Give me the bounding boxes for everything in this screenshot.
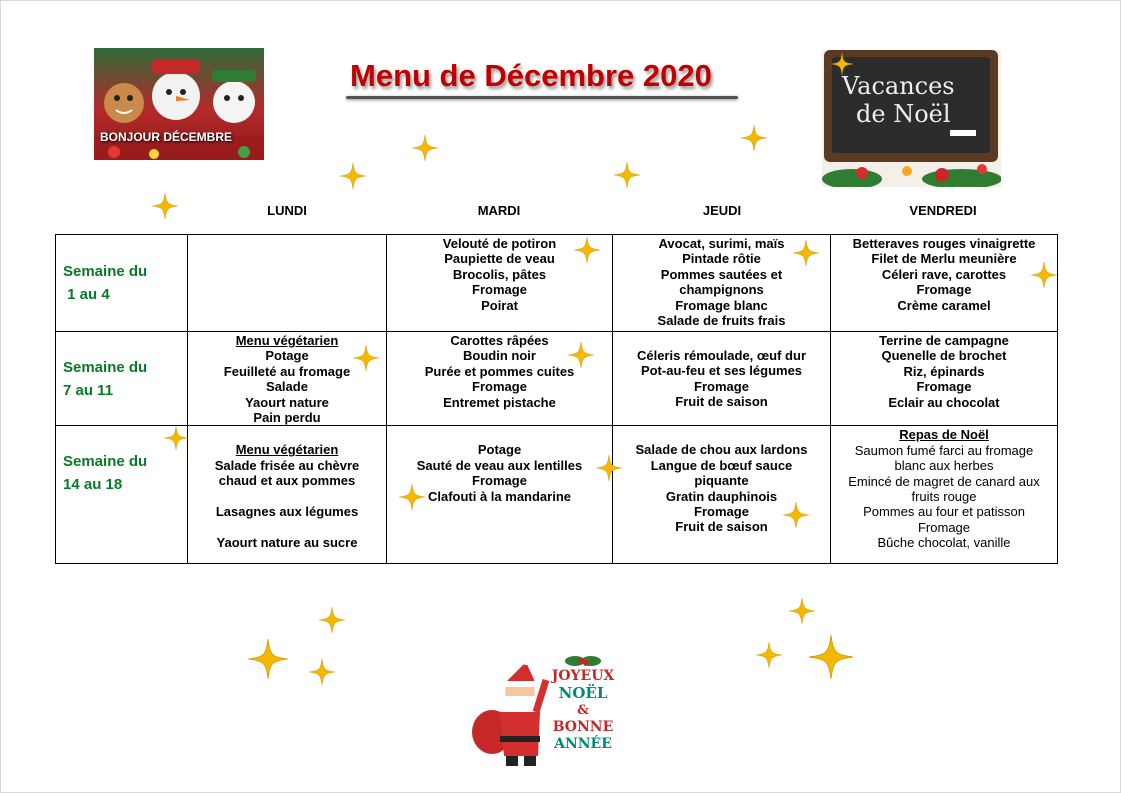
menu-item: Fruit de saison: [675, 519, 768, 535]
menu-item: Pommes au four et patisson: [863, 504, 1025, 520]
week-row-1: [56, 235, 1058, 332]
menu-item: piquante: [694, 473, 749, 489]
santa-icon: [470, 652, 550, 770]
sparkle-star-icon: [568, 342, 594, 368]
menu-item: Crème caramel: [897, 297, 991, 313]
sparkle-star-icon: [614, 162, 640, 188]
menu-item: Fromage: [472, 379, 527, 395]
annee-text: ANNÉE: [554, 736, 612, 752]
sparkle-star-icon: [741, 125, 767, 151]
menu-item: Emincé de magret de canard aux: [848, 473, 1040, 489]
menu-item: Salade: [266, 379, 308, 395]
vegetarian-menu-title: Menu végétarien: [235, 333, 339, 348]
menu-item: Fromage: [472, 282, 527, 298]
menu-item: Clafouti à la mandarine: [427, 488, 572, 504]
week-label-1: Semaine du 1 au 4: [56, 235, 188, 332]
noel-text: NOËL: [558, 684, 608, 702]
joyeux-noel-image: [470, 652, 618, 770]
menu-item: chaud et aux pommes: [218, 473, 356, 489]
menu-item: Carottes râpées: [450, 333, 549, 348]
sparkle-star-icon: [309, 659, 335, 685]
day-header-vendredi: VENDREDI: [909, 203, 977, 218]
menu-item: Potage: [265, 348, 309, 364]
cell-week1-vendredi: [831, 235, 1058, 332]
menu-item: Entremet pistache: [443, 394, 556, 410]
menu-item: Brocolis, pâtes: [452, 266, 547, 282]
week-label-2: Semaine du 7 au 11: [56, 332, 188, 426]
sparkle-star-icon: [319, 607, 345, 633]
sparkle-star-icon: [809, 635, 853, 679]
bonne-text: BONNE: [552, 719, 614, 735]
sparkle-star-icon: [353, 345, 379, 371]
menu-item: Pommes sautées et: [660, 266, 783, 282]
sparkle-star-icon: [793, 240, 819, 266]
sparkle-star-icon: [596, 455, 622, 481]
menu-item: blanc aux herbes: [894, 458, 994, 474]
menu-item: Fromage: [694, 504, 749, 520]
menu-item: Velouté de potiron: [442, 236, 557, 251]
menu-item: Pot-au-feu et ses légumes: [640, 363, 803, 379]
cell-week3-jeudi: [613, 426, 831, 564]
menu-item: Lasagnes aux légumes: [215, 504, 359, 520]
menu-item: Salade de chou aux lardons: [635, 442, 808, 458]
bonjour-decembre-image: [94, 48, 264, 160]
christmas-meal-title: Repas de Noël: [899, 427, 989, 443]
menu-item: Fruit de saison: [675, 394, 768, 410]
menu-item: Yaourt nature au sucre: [216, 534, 358, 550]
menu-item: Fromage: [917, 519, 971, 535]
menu-item: Fromage: [916, 379, 972, 395]
sparkle-star-icon: [756, 642, 782, 668]
cell-week3-vendredi: [831, 426, 1058, 564]
title-underline: [346, 96, 738, 99]
bonjour-decembre-caption: BONJOUR DÉCEMBRE: [100, 130, 233, 144]
menu-item: Pain perdu: [253, 410, 321, 426]
menu-item: Eclair au chocolat: [888, 394, 1000, 410]
sparkle-star-icon: [783, 502, 809, 528]
menu-item: Boudin noir: [463, 348, 536, 364]
menu-item: Céleri rave, carottes: [881, 266, 1007, 282]
day-header-mardi: MARDI: [477, 203, 521, 218]
menu-item: Avocat, surimi, maïs: [658, 236, 785, 251]
menu-item: Salade frisée au chèvre: [214, 457, 360, 473]
sparkle-star-icon: [164, 426, 188, 450]
menu-item: Paupiette de veau: [444, 251, 555, 267]
menu-item: Filet de Merlu meunière: [871, 251, 1017, 267]
menu-item: Pintade rôtie: [682, 251, 761, 267]
vacances-text: Vacances: [842, 72, 955, 100]
sparkle-star-icon: [574, 237, 600, 263]
menu-item: Bûche chocolat, vanille: [877, 535, 1011, 551]
menu-item: Betteraves rouges vinaigrette: [852, 236, 1036, 251]
week-label-3: Semaine du 14 au 18: [56, 426, 188, 564]
cell-week2-jeudi: [613, 332, 831, 426]
day-header-lundi: LUNDI: [267, 203, 307, 218]
week-row-3: [56, 426, 1058, 564]
sparkle-star-icon: [248, 639, 288, 679]
cell-week1-lundi: [188, 235, 387, 332]
menu-item: Gratin dauphinois: [665, 488, 778, 504]
sparkle-star-icon: [412, 135, 438, 161]
menu-item: Potage: [477, 442, 522, 458]
week-row-2: [56, 332, 1058, 426]
sparkle-star-icon: [1031, 262, 1057, 288]
cell-week3-lundi: [188, 426, 387, 564]
sparkle-star-icon: [399, 484, 425, 510]
menu-item: Terrine de campagne: [879, 333, 1009, 348]
menu-item: Fromage: [916, 282, 972, 298]
menu-item: Yaourt nature: [245, 394, 329, 410]
menu-item: fruits rouge: [911, 489, 977, 505]
menu-item: Langue de bœuf sauce: [650, 457, 793, 473]
joyeux-text: JOYEUX: [551, 668, 615, 684]
sparkle-star-icon: [340, 163, 366, 189]
menu-item: Poirat: [481, 297, 518, 313]
page-title: Menu de Décembre 2020: [350, 58, 712, 93]
menu-item: Fromage blanc: [675, 297, 768, 313]
ampersand-text: &: [577, 703, 589, 718]
menu-item: Feuilleté au fromage: [223, 363, 351, 379]
menu-item: Salade de fruits frais: [657, 313, 786, 329]
sparkle-star-icon: [789, 598, 815, 624]
menu-item: Purée et pommes cuites: [424, 363, 575, 379]
menu-item: champignons: [679, 282, 764, 298]
cell-week2-vendredi: [831, 332, 1058, 426]
vegetarian-menu-title: Menu végétarien: [235, 442, 339, 458]
menu-item: Sauté de veau aux lentilles: [416, 457, 583, 473]
de-noel-text: de Noël: [856, 100, 951, 128]
menu-item: Riz, épinards: [903, 363, 985, 379]
holly-icon: [553, 652, 613, 668]
menu-item: Céleris rémoulade, œuf dur: [636, 348, 807, 363]
menu-item: Saumon fumé farci au fromage: [854, 442, 1034, 458]
menu-item: Quenelle de brochet: [881, 348, 1007, 364]
sparkle-star-icon: [152, 193, 178, 219]
day-header-jeudi: JEUDI: [702, 203, 742, 218]
menu-table: [55, 234, 1058, 564]
menu-item: Fromage: [472, 473, 527, 489]
menu-item: Fromage: [694, 378, 749, 394]
sparkle-star-icon: [831, 53, 853, 75]
